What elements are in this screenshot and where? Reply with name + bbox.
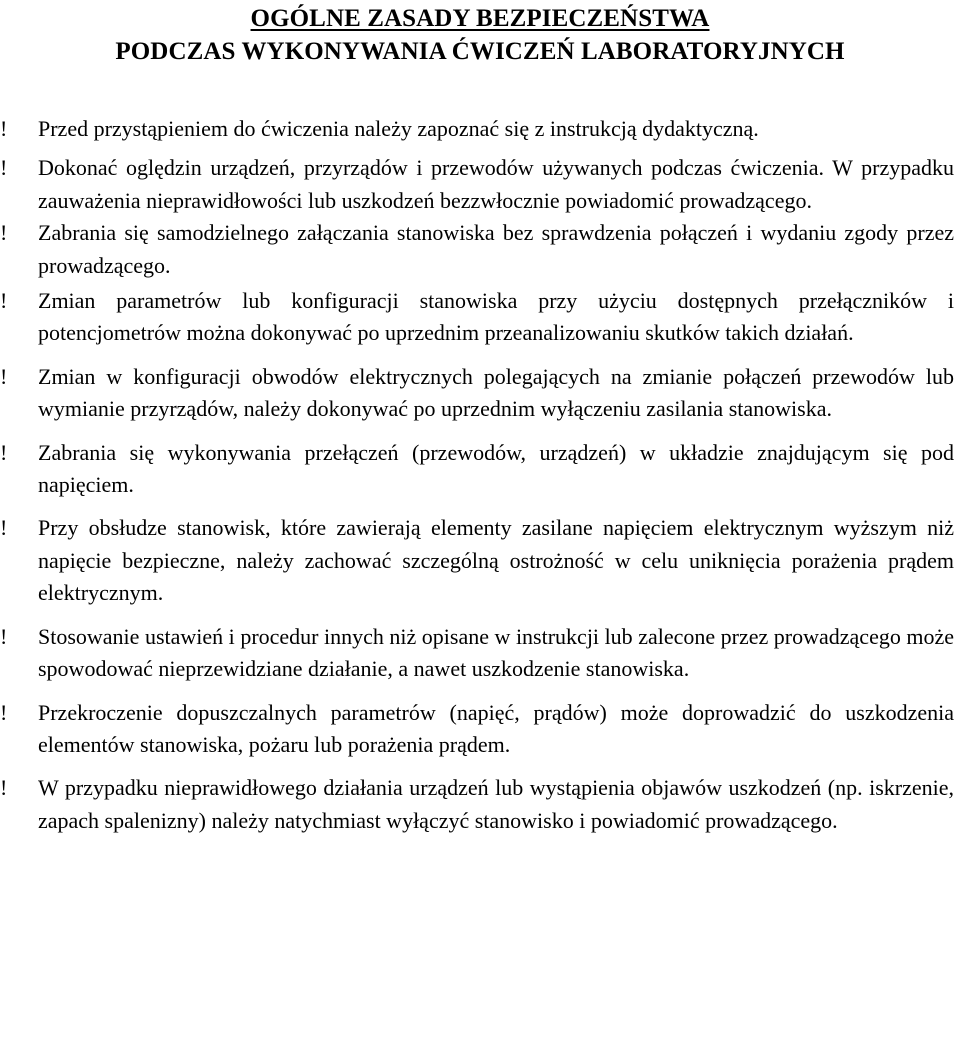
safety-rule-text: Przy obsłudze stanowisk, które zawierają elementy zasilane napięciem elektrycznym wyższym niż napięcie bezpieczne, należy zachować szczególną ostrożność w celu uniknięcia porażenia prądem elektrycznym. bbox=[38, 515, 954, 606]
safety-rules-list bbox=[0, 113, 958, 837]
safety-rule-text: Dokonać oględzin urządzeń, przyrządów i przewodów używanych podczas ćwiczenia. W przypadku zauważenia nieprawidłowości lub uszkodzeń bezzwłocznie powiadomić prowadzącego. bbox=[38, 155, 954, 213]
safety-rule-2 bbox=[0, 152, 958, 217]
safety-rule-text: Przekroczenie dopuszczalnych parametrów (napięć, prądów) może doprowadzić do uszkodzenia elementów stanowiska, pożaru lub porażenia prądem. bbox=[38, 699, 954, 757]
safety-rule-text: Zabrania się samodzielnego załączania stanowiska bez sprawdzenia połączeń i wydaniu zgody przez prowadzącego. bbox=[38, 220, 954, 278]
exclamation-bullet-icon: ! bbox=[0, 775, 8, 801]
safety-rule-text: Przed przystąpieniem do ćwiczenia należy zapoznać się z instrukcją dydaktyczną. bbox=[38, 116, 759, 141]
safety-rule-10 bbox=[0, 772, 958, 837]
safety-rule-1 bbox=[0, 113, 958, 145]
exclamation-bullet-icon: ! bbox=[0, 116, 8, 141]
safety-rule-text: Zabrania się wykonywania przełączeń (przewodów, urządzeń) w układzie znajdującym się pod napięciem. bbox=[38, 439, 954, 498]
exclamation-bullet-icon: ! bbox=[0, 288, 8, 314]
exclamation-bullet-icon: ! bbox=[0, 220, 8, 246]
safety-rule-4 bbox=[0, 285, 958, 350]
exclamation-bullet-icon: ! bbox=[0, 699, 8, 725]
safety-rule-8 bbox=[0, 621, 958, 686]
safety-rule-text: Zmian w konfiguracji obwodów elektrycznych polegających na zmianie połączeń przewodów lub wymianie przyrządów, należy dokonywać po uprzednim wyłączeniu zasilania stanowiska. bbox=[38, 363, 954, 422]
document-title: OGÓLNE ZASADY BEZPIECZEŃSTWA bbox=[250, 5, 710, 32]
exclamation-bullet-icon: ! bbox=[0, 363, 8, 389]
safety-rule-7 bbox=[0, 512, 958, 609]
exclamation-bullet-icon: ! bbox=[0, 439, 8, 465]
safety-rule-9 bbox=[0, 697, 958, 762]
safety-rule-3 bbox=[0, 217, 958, 282]
document-header bbox=[0, 2, 960, 68]
safety-rule-text: Zmian parametrów lub konfiguracji stanowiska przy użyciu dostępnych przełączników i potencjometrów można dokonywać po uprzednim przeanalizowaniu skutków takich działań. bbox=[38, 288, 954, 346]
exclamation-bullet-icon: ! bbox=[0, 623, 8, 649]
safety-rule-5 bbox=[0, 361, 958, 426]
exclamation-bullet-icon: ! bbox=[0, 515, 8, 541]
document-subtitle: PODCZAS WYKONYWANIA ĆWICZEŃ LABORATORYJNYCH bbox=[115, 38, 845, 65]
safety-rule-text: W przypadku nieprawidłowego działania urządzeń lub wystąpienia objawów uszkodzeń (np. iskrzenie, zapach spalenizny) należy natychmiast wyłączyć stanowisko i powiadomić prowadzącego. bbox=[38, 775, 954, 833]
safety-rule-text: Stosowanie ustawień i procedur innych niż opisane w instrukcji lub zalecone przez prowadzącego może spowodować nieprzewidziane działanie, a nawet uszkodzenie stanowiska. bbox=[38, 623, 954, 682]
safety-rule-6 bbox=[0, 437, 958, 502]
exclamation-bullet-icon: ! bbox=[0, 155, 8, 181]
